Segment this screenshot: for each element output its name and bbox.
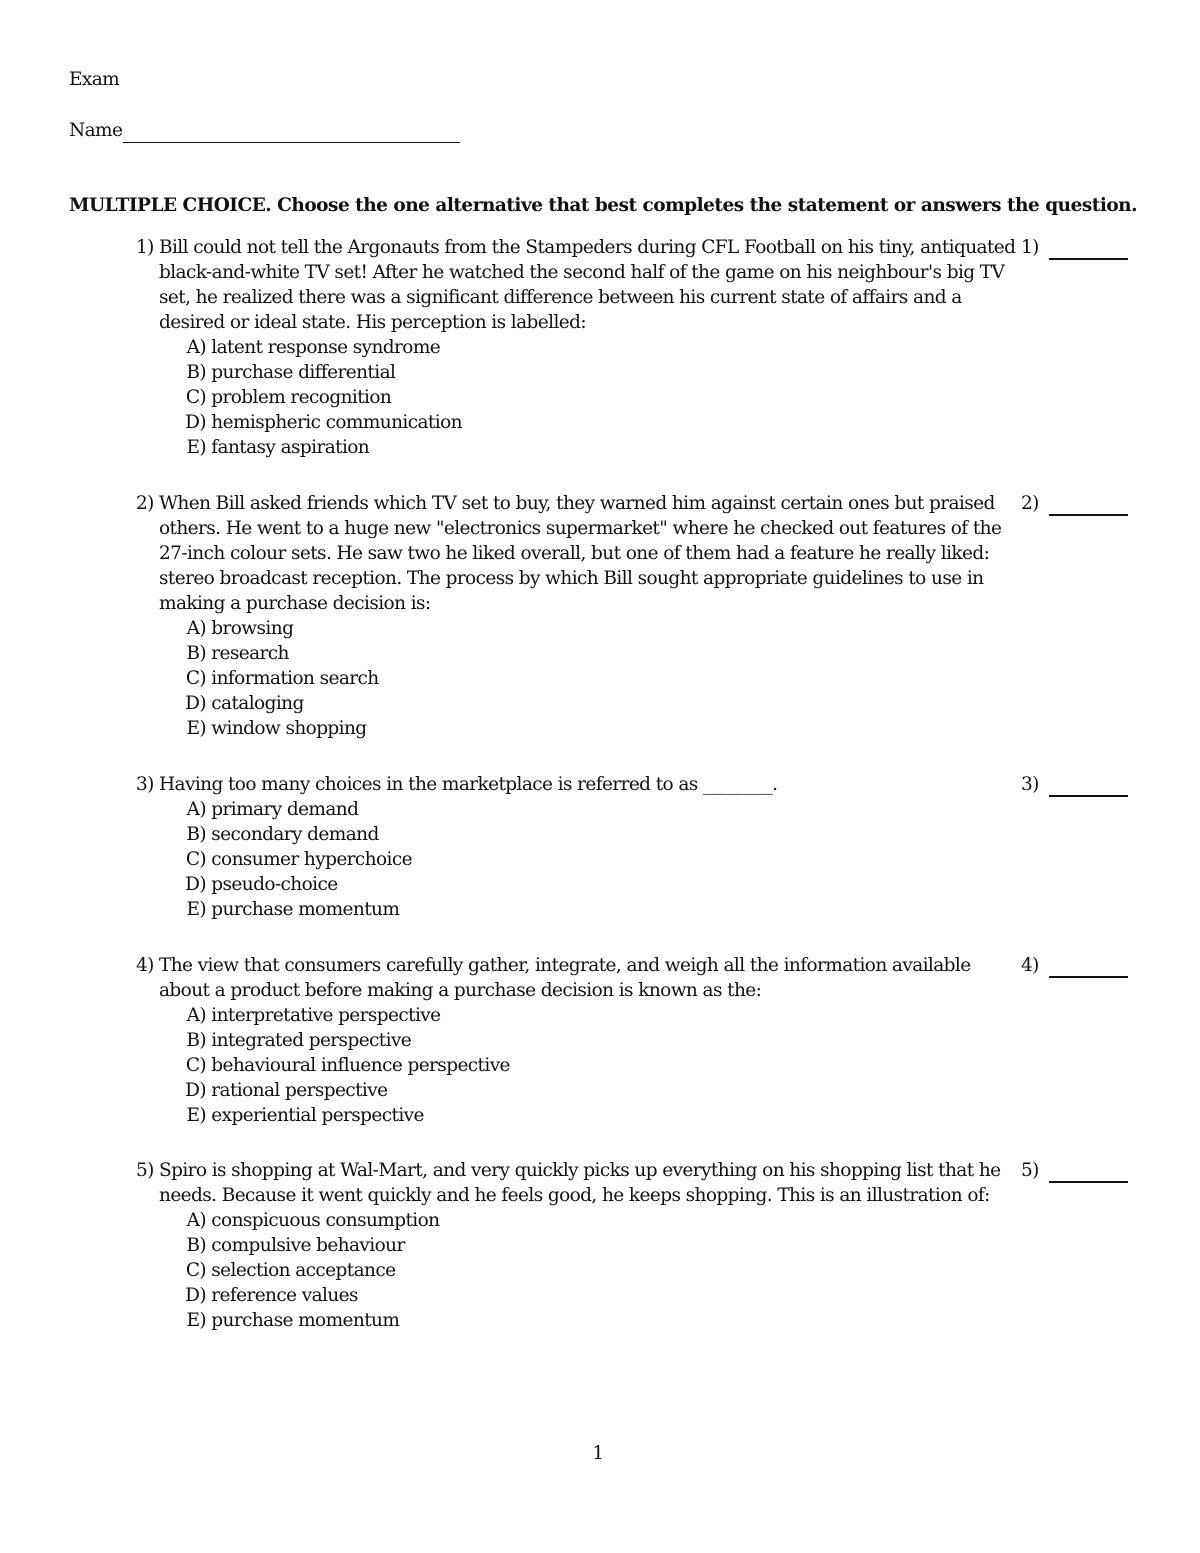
- option-c[interactable]: [180, 666, 1136, 691]
- option-text: purchase momentum: [211, 899, 400, 920]
- option-text: rational perspective: [211, 1080, 388, 1101]
- question-1: [136, 235, 1136, 460]
- name-label: Name: [69, 120, 123, 141]
- option-d[interactable]: [180, 691, 1136, 716]
- option-letter: D): [185, 1285, 206, 1306]
- option-text: hemispheric communication: [211, 412, 462, 433]
- option-letter: E): [186, 718, 206, 739]
- answer-number: 4): [1021, 955, 1039, 976]
- option-text: cataloging: [211, 693, 304, 714]
- option-text: compulsive behaviour: [211, 1235, 405, 1256]
- option-b[interactable]: [180, 1028, 1136, 1053]
- option-letter: D): [185, 1080, 206, 1101]
- name-blank-line[interactable]: [123, 122, 460, 143]
- section-instructions: MULTIPLE CHOICE. Choose the one alternative that best completes the statement or answers the question.: [69, 195, 1138, 216]
- option-text: latent response syndrome: [211, 337, 441, 358]
- option-text: consumer hyperchoice: [211, 849, 412, 870]
- question-number: 5): [136, 1160, 154, 1181]
- option-text: purchase momentum: [211, 1310, 400, 1331]
- option-e[interactable]: [180, 1308, 1136, 1333]
- answer-slot-3: [1021, 772, 1128, 797]
- option-letter: A): [186, 337, 206, 358]
- question-text: When Bill asked friends which TV set to buy, they warned him against certain ones but praised others. He went to a huge new "electronics supermarket" where he checked out features of the 27-inch colour sets. He saw two he liked overall, but one of them had a feature he really liked: stereo broadcast reception. The process by which Bill sought appropriate guidelines to use in making a purchase decision is:: [159, 493, 1002, 614]
- option-text: selection acceptance: [211, 1260, 396, 1281]
- option-d[interactable]: [180, 1283, 1136, 1308]
- option-list: [136, 616, 1136, 741]
- option-letter: C): [185, 387, 206, 408]
- question-stem: [136, 235, 1019, 335]
- option-a[interactable]: [180, 1003, 1136, 1028]
- option-e[interactable]: [180, 1103, 1136, 1128]
- option-list: [136, 797, 1136, 922]
- question-4: [136, 953, 1136, 1128]
- answer-blank[interactable]: [1049, 778, 1128, 797]
- option-list: [136, 1003, 1136, 1128]
- option-letter: B): [186, 1235, 206, 1256]
- option-e[interactable]: [180, 435, 1136, 460]
- answer-number: 3): [1021, 774, 1039, 795]
- question-stem: [136, 772, 1019, 797]
- option-d[interactable]: [180, 1078, 1136, 1103]
- option-letter: E): [186, 1105, 206, 1126]
- option-text: browsing: [211, 618, 294, 639]
- question-text: Bill could not tell the Argonauts from the Stampeders during CFL Football on his tiny, antiquated black-and-white TV set! After he watched the second half of the game on his neighbour's big TV set, he realized there was a significant difference between his current state of affairs and a desired or ideal state. His perception is labelled:: [159, 237, 1016, 333]
- option-letter: C): [185, 849, 206, 870]
- name-field-row: [69, 119, 460, 143]
- answer-blank[interactable]: [1049, 959, 1128, 978]
- option-letter: C): [185, 1055, 206, 1076]
- option-b[interactable]: [180, 822, 1136, 847]
- option-b[interactable]: [180, 641, 1136, 666]
- option-text: behavioural influence perspective: [211, 1055, 510, 1076]
- question-stem: [136, 491, 1019, 616]
- question-stem: [136, 953, 1019, 1003]
- question-number: 4): [136, 955, 154, 976]
- option-letter: D): [185, 412, 206, 433]
- option-letter: E): [186, 899, 206, 920]
- answer-slot-5: [1021, 1158, 1128, 1183]
- option-text: reference values: [211, 1285, 358, 1306]
- option-letter: B): [186, 643, 206, 664]
- option-b[interactable]: [180, 1233, 1136, 1258]
- option-e[interactable]: [180, 716, 1136, 741]
- option-text: experiential perspective: [211, 1105, 424, 1126]
- option-text: pseudo-choice: [211, 874, 338, 895]
- option-text: interpretative perspective: [211, 1005, 441, 1026]
- answer-slot-1: [1021, 235, 1128, 260]
- question-number: 3): [136, 774, 154, 795]
- option-c[interactable]: [180, 1053, 1136, 1078]
- answer-number: 5): [1021, 1160, 1039, 1181]
- option-letter: C): [185, 668, 206, 689]
- option-d[interactable]: [180, 410, 1136, 435]
- answer-blank[interactable]: [1049, 1164, 1128, 1183]
- option-a[interactable]: [180, 616, 1136, 641]
- option-text: research: [211, 643, 289, 664]
- option-letter: C): [185, 1260, 206, 1281]
- option-a[interactable]: [180, 335, 1136, 360]
- option-e[interactable]: [180, 897, 1136, 922]
- option-letter: A): [186, 1005, 206, 1026]
- option-letter: D): [185, 693, 206, 714]
- question-stem: [136, 1158, 1019, 1208]
- answer-blank[interactable]: [1049, 497, 1128, 516]
- option-b[interactable]: [180, 360, 1136, 385]
- answer-number: 2): [1021, 493, 1039, 514]
- exam-title: Exam: [69, 69, 120, 90]
- option-letter: E): [186, 437, 206, 458]
- option-a[interactable]: [180, 797, 1136, 822]
- option-c[interactable]: [180, 847, 1136, 872]
- option-list: [136, 335, 1136, 460]
- option-a[interactable]: [180, 1208, 1136, 1233]
- question-2: [136, 491, 1136, 741]
- answer-number: 1): [1021, 237, 1039, 258]
- question-3: [136, 772, 1136, 922]
- option-text: integrated perspective: [211, 1030, 412, 1051]
- option-c[interactable]: [180, 1258, 1136, 1283]
- option-c[interactable]: [180, 385, 1136, 410]
- option-text: problem recognition: [211, 387, 392, 408]
- answer-blank[interactable]: [1049, 241, 1128, 260]
- option-list: [136, 1208, 1136, 1333]
- answer-slot-4: [1021, 953, 1128, 978]
- question-text: Spiro is shopping at Wal-Mart, and very quickly picks up everything on his shopping list that he needs. Because it went quickly and he feels good, he keeps shopping. This is an illustration of:: [159, 1160, 1001, 1206]
- option-d[interactable]: [180, 872, 1136, 897]
- option-text: conspicuous consumption: [211, 1210, 440, 1231]
- option-letter: D): [185, 874, 206, 895]
- option-text: information search: [211, 668, 379, 689]
- question-number: 1): [136, 237, 154, 258]
- option-text: fantasy aspiration: [211, 437, 370, 458]
- answer-slot-2: [1021, 491, 1128, 516]
- option-text: primary demand: [211, 799, 359, 820]
- option-letter: B): [186, 824, 206, 845]
- option-text: purchase differential: [211, 362, 396, 383]
- question-text: The view that consumers carefully gather, integrate, and weigh all the information available about a product before making a purchase decision is known as the:: [159, 955, 971, 1001]
- page-number: 1: [592, 1443, 604, 1464]
- option-text: secondary demand: [211, 824, 379, 845]
- option-text: window shopping: [211, 718, 367, 739]
- option-letter: E): [186, 1310, 206, 1331]
- option-letter: A): [186, 1210, 206, 1231]
- question-number: 2): [136, 493, 154, 514]
- question-text: Having too many choices in the marketplace is referred to as ________.: [159, 774, 778, 795]
- option-letter: B): [186, 1030, 206, 1051]
- question-5: [136, 1158, 1136, 1333]
- option-letter: A): [186, 799, 206, 820]
- option-letter: B): [186, 362, 206, 383]
- option-letter: A): [186, 618, 206, 639]
